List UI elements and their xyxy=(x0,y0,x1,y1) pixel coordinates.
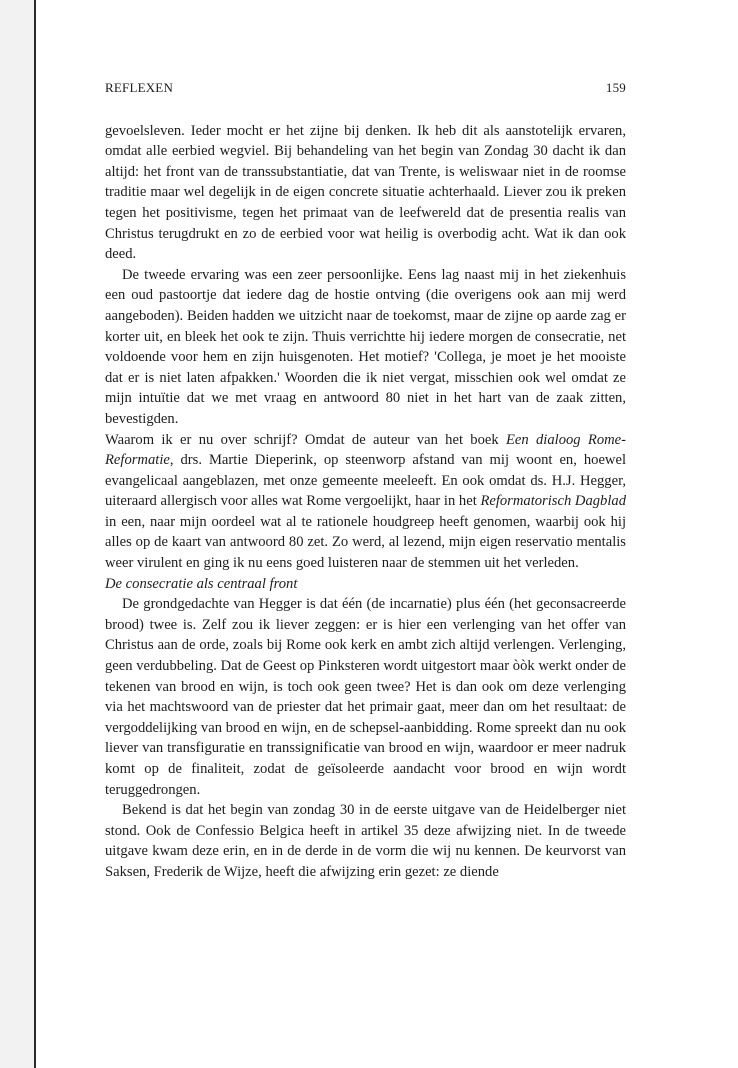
paragraph-text: in een, naar mijn oordeel wat al te rationele houdgreep heeft genomen, waarbij ook hij alles op de kaart van antwoord 80 zet. Zo werd, al lezend, mijn eigen reservatio mentalis weer virulent en ging ik nu eens goed luisteren naar de stemmen uit het verleden. xyxy=(105,513,626,572)
section-heading: De consecratie als centraal front xyxy=(105,575,298,592)
paragraph: Bekend is dat het begin van zondag 30 in de eerste uitgave van de Heidelberger niet stond. Ook de Confessio Belgica heeft in artikel 35 deze afwijzing niet. In de tweede uitgave kwam deze erin, en in de derde in de vorm die wij nu kennen. De keurvorst van Saksen, Frederik de Wijze, heeft die afwijzing erin gezet: ze diende xyxy=(105,802,626,880)
running-title: REFLEXEN xyxy=(105,80,174,95)
paragraph-text: Waarom ik er nu over schrijf? Omdat de auteur van het boek xyxy=(105,431,506,448)
book-page xyxy=(105,70,626,883)
book-binding-edge xyxy=(0,0,36,1068)
newspaper-title: Reformatorisch Dagblad xyxy=(480,493,626,510)
book-title: Een dialoog Rome-Reformatie xyxy=(105,431,626,469)
paragraph-text: , drs. Martie Dieperink, op steenworp afstand van mij woont en, hoewel evangelicaal aangeblazen, met onze gemeente meeleeft. En ook omdat ds. H.J. Hegger, uiteraard allergisch voor alles wat Rome vergoelijkt, haar in het xyxy=(105,452,626,510)
paragraph: De grondgedachte van Hegger is dat één (de incarnatie) plus één (het geconsacreerde brood) twee is. Zelf zou ik liever zeggen: er is hier een verlenging van het offer van Christus aan de orde, zoals bij Rome ook kerk en ambt zich altijd verlengen. Verlenging, geen verdubbeling. Dat de Geest op Pinksteren wordt uitgestort maar òòk werkt onder de tekenen van brood en wijn, is toch ook geen twee? Het is dan ook om deze verlenging via het machtswoord van de priester dat het primair gaat, meer dan om het resultaat: de vergoddelijking van brood en wijn, en de schepsel-aanbidding. Rome spreekt dan nu ook liever van transfiguratie en transsignificatie van brood en wijn, waardoor er meer nadruk komt op de finaliteit, zodat de geïsoleerde aandacht voor brood en wijn wordt teruggedrongen. xyxy=(105,596,626,798)
body-text xyxy=(105,121,626,883)
paragraph: De tweede ervaring was een zeer persoonlijke. Eens lag naast mij in het ziekenhuis een oud pastoortje dat iedere dag de hostie ontving (die overigens ook aan mij werd aangeboden). Beiden hadden we uitzicht naar de toekomst, maar de zijne op aarde zag er korter uit, en bleek het ook te zijn. Thuis verrichtte hij iedere morgen de consecratie, net voldoende voor hem en zijn huisgenoten. Het motief? 'Collega, je moet je het mooiste dat er is niet laten afpakken.' Woorden die ik niet vergat, misschien ook wel omdat ze mijn intuïtie dat we met vraag en antwoord 80 niet in het hart van de zaak zitten, bevestigden. xyxy=(105,266,626,427)
paragraph xyxy=(105,430,626,574)
page-number: 159 xyxy=(605,80,626,95)
paragraph: gevoelsleven. Ieder mocht er het zijne bij denken. Ik heb dit als aanstotelijk ervaren, omdat alle eerbied wegviel. Bij behandeling van het begin van Zondag 30 dacht ik dan altijd: het front van de transsubstantiatie, dat van Trente, is weliswaar niet in de roomse traditie maar wel degelijk in de eigen concrete situatie achterhaald. Liever zou ik preken tegen het positivisme, tegen het primaat van de leefwereld dat de presentia realis van Christus terugdrukt en zo de eerbied voor wat heilig is overbodig acht. Wat ik dan ook deed. xyxy=(105,122,626,263)
running-header xyxy=(105,78,626,99)
